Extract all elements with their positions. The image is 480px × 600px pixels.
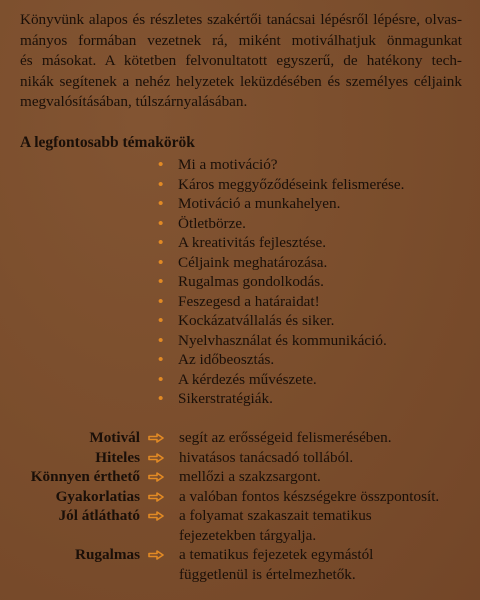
topic-text: A kérdezés művészete. xyxy=(178,370,317,388)
feature-description-line: fejezetekben tárgyalja. xyxy=(179,526,317,544)
feature-description-line: a tematikus fejezetek egymástól xyxy=(179,546,374,563)
intro-line: mányos formában vezetnek rá, miként motiválhatjuk önmagunkat xyxy=(20,31,462,49)
topic-text: Sikerstratégiák. xyxy=(178,390,273,407)
topic-item xyxy=(158,311,404,331)
topic-text: Az időbeosztás. xyxy=(178,351,275,368)
feature-label: Gyakorlatias xyxy=(55,487,140,505)
bullet-icon: • xyxy=(158,390,164,407)
topic-item xyxy=(158,214,404,234)
arrow-right-icon xyxy=(148,550,164,560)
feature-description xyxy=(179,545,373,584)
topic-item xyxy=(158,370,404,390)
topic-text: Mi a motiváció? xyxy=(178,156,278,173)
arrow-right-icon xyxy=(148,511,164,521)
topics-list xyxy=(158,155,404,409)
arrow-right-icon xyxy=(148,492,164,502)
feature-label: Rugalmas xyxy=(75,546,140,563)
topic-text: Céljaink meghatározása. xyxy=(178,253,328,271)
feature-description-line: mellőzi a szakzsargont. xyxy=(179,468,321,485)
bullet-icon: • xyxy=(158,312,164,329)
topics-heading: A legfontosabb témakörök xyxy=(20,134,195,151)
feature-description xyxy=(179,448,353,468)
bullet-icon: • xyxy=(158,370,164,388)
topic-item xyxy=(158,331,404,351)
topic-item xyxy=(158,350,404,370)
feature-description xyxy=(179,487,439,507)
intro-paragraph xyxy=(20,10,462,113)
topic-text: Rugalmas gondolkodás. xyxy=(178,273,324,290)
feature-label: Hiteles xyxy=(95,448,140,466)
feature-label: Motivál xyxy=(89,429,140,446)
feature-label: Könnyen érthető xyxy=(30,468,140,485)
bullet-icon: • xyxy=(158,156,164,173)
intro-line: nikák segítenek a nehéz helyzetek leküzdésében és személyes céljaink xyxy=(20,72,462,90)
feature-description-line: a valóban fontos készségekre összpontosít. xyxy=(179,487,440,505)
topic-item xyxy=(158,233,404,253)
arrow-right-icon xyxy=(148,453,164,463)
feature-description-line: függetlenül is értelmezhetők. xyxy=(179,565,356,583)
bullet-icon: • xyxy=(158,273,164,290)
bullet-icon: • xyxy=(158,292,164,310)
topic-text: A kreativitás fejlesztése. xyxy=(178,234,327,251)
topic-text: Kockázatvállalás és siker. xyxy=(178,312,335,329)
intro-line: Könyvünk alapos és részletes szakértői tanácsai lépésről lépésre, olvas- xyxy=(20,11,462,28)
topic-item xyxy=(158,389,404,409)
feature-description xyxy=(179,428,392,448)
intro-line: és másokat. A kötetben felvonultatott egyszerű, de hatékony tech- xyxy=(20,52,462,70)
feature-description xyxy=(179,467,321,487)
topic-text: Motiváció a munkahelyen. xyxy=(178,195,341,212)
intro-line: megvalósításában, túlszárnyalásában. xyxy=(20,93,248,111)
bullet-icon: • xyxy=(158,253,164,271)
feature-description xyxy=(179,506,372,545)
feature-description-line: a folyamat szakaszait tematikus xyxy=(179,507,372,524)
topic-item xyxy=(158,194,404,214)
bullet-icon: • xyxy=(158,234,164,251)
arrow-right-icon xyxy=(148,433,164,443)
topic-item xyxy=(158,175,404,195)
arrow-right-icon xyxy=(148,472,164,482)
topic-item xyxy=(158,155,404,175)
feature-label: Jól átlátható xyxy=(58,507,140,524)
topic-text: Ötletbörze. xyxy=(178,214,246,232)
feature-description-line: segít az erősségeid felismerésében. xyxy=(179,429,392,446)
bullet-icon: • xyxy=(158,331,164,349)
feature-description-line: hivatásos tanácsadó tollából. xyxy=(179,448,354,466)
topic-text: Káros meggyőződéseink felismerése. xyxy=(178,175,405,193)
topic-item xyxy=(158,292,404,312)
bullet-icon: • xyxy=(158,175,164,193)
bullet-icon: • xyxy=(158,195,164,212)
topic-text: Feszegesd a határaidat! xyxy=(178,292,320,310)
topic-text: Nyelvhasználat és kommunikáció. xyxy=(178,331,387,349)
topic-item xyxy=(158,253,404,273)
bullet-icon: • xyxy=(158,214,164,232)
bullet-icon: • xyxy=(158,351,164,368)
topic-item xyxy=(158,272,404,292)
